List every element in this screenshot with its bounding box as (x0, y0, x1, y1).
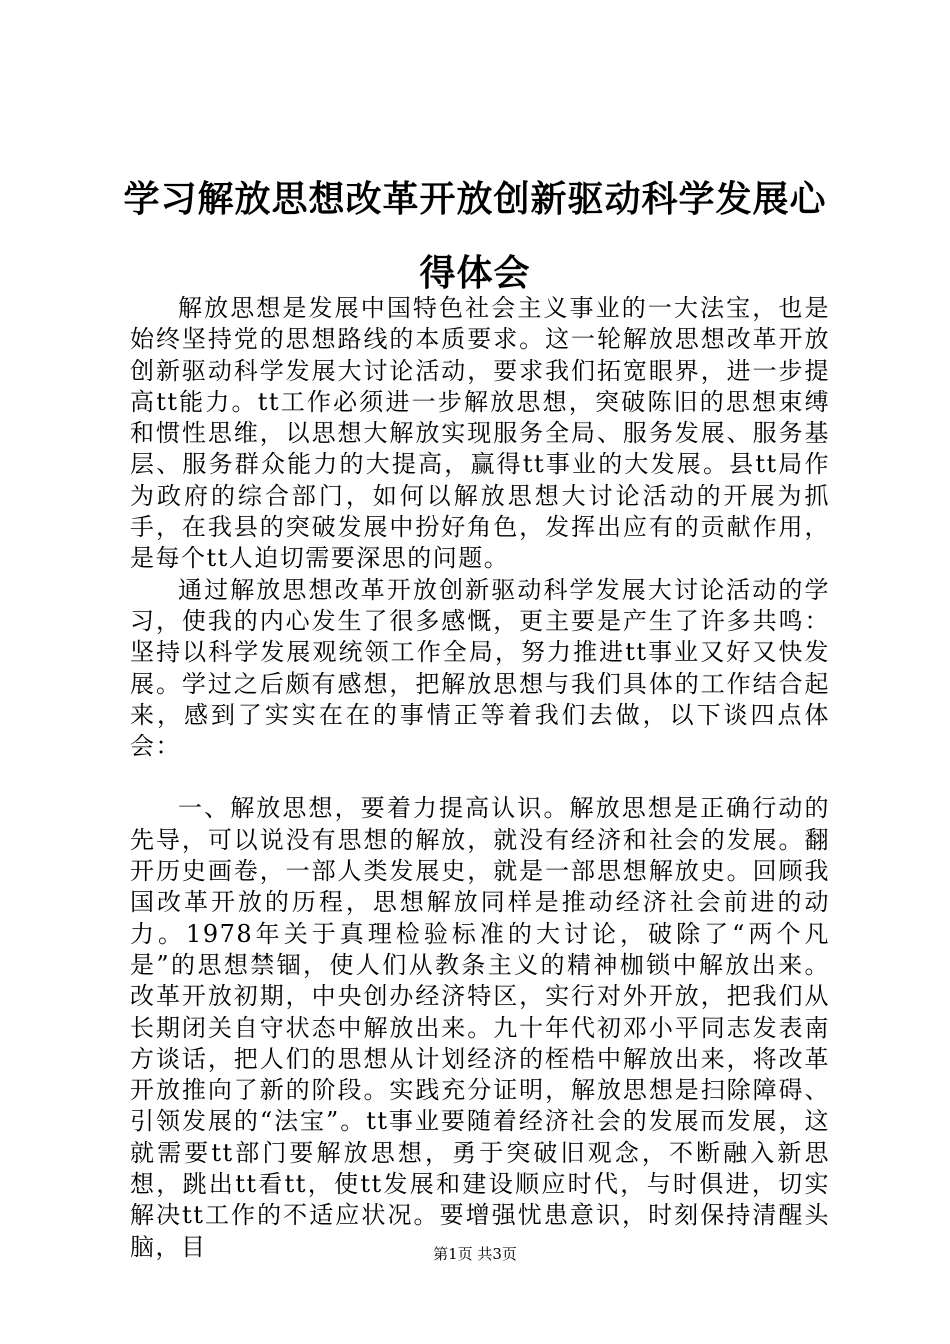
paragraph-point-one: 一、解放思想，要着力提高认识。解放思想是正确行动的先导，可以说没有思想的解放，就没有经济和社会的发展。翻开历史画卷，一部人类发展史，就是一部思想解放史。回顾我国改革开放的历程，思想解放同样是推动经济社会前进的动力。1978年关于真理检验标准的大讨论，破除了“两个凡是”的思想禁锢，使人们从教条主义的精神枷锁中解放出来。改革开放初期，中央创办经济特区，实行对外开放，把我们从长期闭关自守状态中解放出来。九十年代初邓小平同志发表南方谈话，把人们的思想从计划经济的桎梏中解放出来，将改革开放推向了新的阶段。实践充分证明，解放思想是扫除障碍、引领发展的“法宝”。tt事业要随着经济社会的发展而发展，这就需要tt部门要解放思想，勇于突破旧观念，不断融入新思想，跳出tt看tt，使tt发展和建设顺应时代，与时俱进，切实解决tt工作的不适应状况。要增强忧患意识，时刻保持清醒头脑，目 (130, 794, 830, 1261)
document-body (130, 293, 830, 1263)
document-title: 学习解放思想改革开放创新驱动科学发展心得体会 (123, 178, 827, 294)
paragraph-intro: 解放思想是发展中国特色社会主义事业的一大法宝，也是始终坚持党的思想路线的本质要求。这一轮解放思想改革开放创新驱动科学发展大讨论活动，要求我们拓宽眼界，进一步提高tt能力。tt工作必须进一步解放思想，突破陈旧的思想束缚和惯性思维，以思想大解放实现服务全局、服务发展、服务基层、服务群众能力的大提高，赢得tt事业的大发展。县tt局作为政府的综合部门，如何以解放思想大讨论活动的开展为抓手，在我县的突破发展中扮好角色，发挥出应有的贡献作用，是每个tt人迫切需要深思的问题。 (130, 294, 830, 573)
paragraph-reflection: 通过解放思想改革开放创新驱动科学发展大讨论活动的学习，使我的内心发生了很多感慨，更主要是产生了许多共鸣：坚持以科学发展观统领工作全局，努力推进tt事业又好又快发展。学过之后颇有感想，把解放思想与我们具体的工作结合起来，感到了实实在在的事情正等着我们去做，以下谈四点体会： (130, 575, 830, 761)
page-footer: 第1页 共3页 (433, 1245, 517, 1263)
